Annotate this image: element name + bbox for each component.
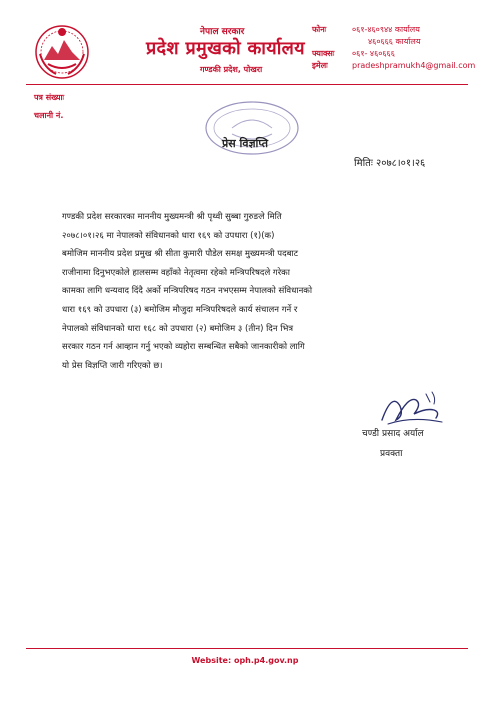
dispatch-number-label: चलानी नं.	[34, 111, 64, 120]
body-line: २०७८।०१।२६ मा नेपालको संविधानको धारा १६९ को उपधारा (१)(क)	[62, 230, 275, 241]
fax-row	[312, 48, 472, 60]
footer-website: Website: oph.p4.gov.np	[191, 656, 299, 665]
fax-value: ०६१- ४६०६६६	[352, 49, 395, 58]
body-line: गण्डकी प्रदेश सरकारका माननीय मुख्यमन्त्री श्री पृथ्वी सुब्बा गुरुङले मिति	[62, 212, 282, 222]
phone-value-2: ४६०६६६ कार्यालय	[368, 37, 421, 46]
signer-name: चण्डी प्रसाद अर्याल	[362, 429, 424, 439]
email-row	[312, 60, 476, 72]
email-label: इमेलः	[312, 61, 328, 70]
header-divider	[26, 84, 468, 85]
phone-value-1: ०६१-४६०९४४ कार्यालय	[352, 25, 420, 34]
body-line: सरकार गठन गर्न आव्हान गर्नु भएको व्यहोरा सम्बन्धित सबैको जानकारीको लागि	[62, 342, 305, 353]
office-address: गण्डकी प्रदेश, पोखरा	[200, 65, 263, 74]
body-line: धारा १६९ को उपधारा (३) बमोजिम मौजुदा मन्त्रिपरिषदले कार्य संचालन गर्ने र	[62, 304, 298, 315]
phone-row-2	[312, 36, 472, 48]
nepal-emblem-icon	[34, 24, 90, 80]
body-line: यो प्रेस विज्ञप्ति जारी गरिएको छ।	[62, 360, 163, 371]
letter-number-label: पत्र संख्याः	[34, 93, 65, 102]
office-title: प्रदेश प्रमुखको कार्यालय	[146, 38, 305, 59]
signature-icon	[378, 386, 448, 430]
body-line: कामका लागि धन्यवाद दिंदै अर्को मन्त्रिपरिषद गठन नभएसम्म नेपालको संविधानको	[62, 286, 313, 297]
release-date: मितिः २०७८।०१।२६	[354, 158, 426, 169]
signer-role: प्रवक्ता	[380, 449, 403, 459]
body-line: नेपालको संविधानको धारा १६८ को उपधारा (२) बमोजिम ३ (तीन) दिन भित्र	[62, 323, 294, 334]
email-value: pradeshpramukh4@gmail.com	[352, 61, 476, 70]
phone-row	[312, 24, 472, 36]
contact-block	[312, 24, 476, 72]
body-line: बमोजिम माननीय प्रदेश प्रमुख श्री सीता कुमारी पौडेल समक्ष मुख्यमन्त्री पदबाट	[62, 249, 298, 260]
fax-label: फ्याक्सः	[312, 49, 335, 58]
press-release-body	[62, 208, 436, 375]
government-name: नेपाल सरकार	[200, 27, 245, 37]
phone-label: फोनः	[312, 25, 327, 34]
press-release-title: प्रेस विज्ञप्ति	[221, 137, 269, 150]
body-line: राजीनामा दिनुभएकोले हालसम्म वहाँको नेतृत्वमा रहेको मन्त्रिपरिषदले गरेका	[62, 267, 290, 278]
footer-divider	[26, 648, 468, 649]
